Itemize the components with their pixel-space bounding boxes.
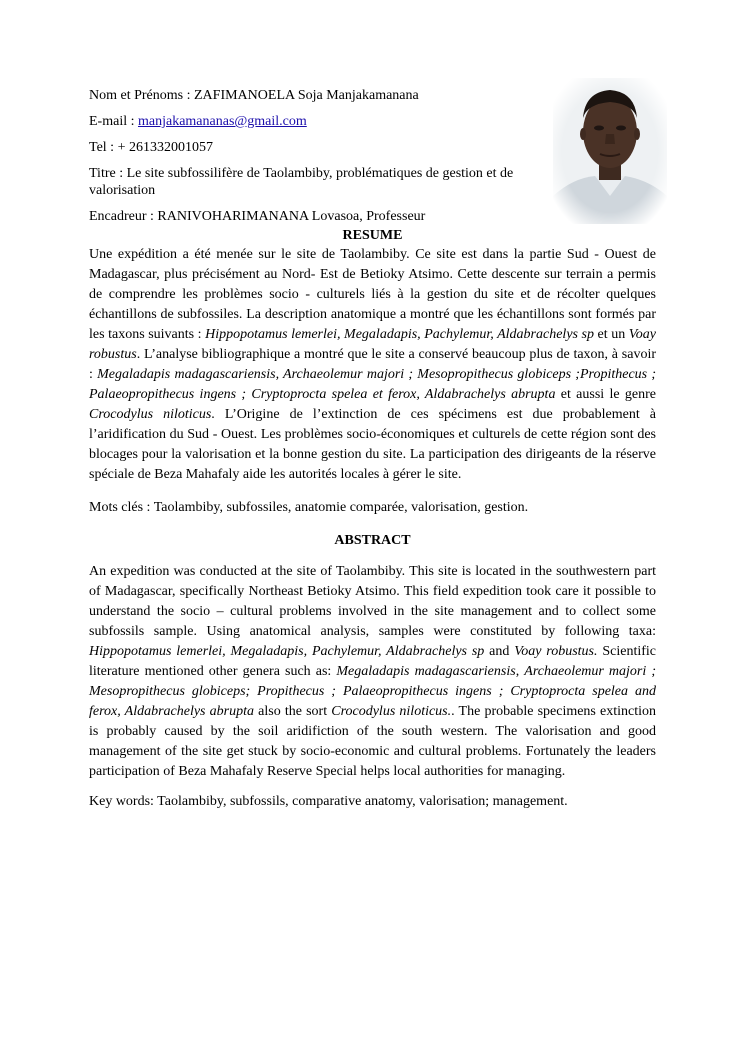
abstract-paragraph: An expedition was conducted at the site of Taolambiby. This site is located in the southwestern part of Madagascar, specifically Northeast Betioky Atsimo. This field expedition took care it possible to understand the socio – cultural problems involved in the site management and to collect some subfossils sample. Using anatomical analysis, samples were constituted by following taxa: Hippopotamus lemerlei, Megaladapis, Pachylemur, Aldabrachelys sp and Voay robustus. Scientific literature mentioned other genera such as: Megaladapis madagascariensis, Archaeolemur majori ; Mesopropithecus globiceps; Propithecus ; Palaeopropithecus ingens ; Cryptoprocta spelea and ferox, Aldabrachelys abrupta also the sort Crocodylus niloticus.. The probable specimens extinction is probably caused by the soil aridifiction of the south western. The valorisation and good management of the site get stuck by socio-economic and cultural problems. Fortunately the leaders participation of Beza Mahafaly Reserve Special helps local authorities for managing. [89,564,657,779]
resume-paragraph: Une expédition a été menée sur le site de Taolambiby. Ce site est dans la partie Sud - Ouest de Madagascar, plus précisément au Nord- Est de Betioky Atsimo. Cette descente sur terrain a permis de comprendre les problèmes socio - culturels liés à la gestion du site et de récolter quelques échantillons de subfossiles. La description anatomique a montré que les échantillons sont formés par les taxons suivants : Hippopotamus lemerlei, Megaladapis, Pachylemur, Aldabrachelys sp et un Voay robustus. L’analyse bibliographique a montré que le site a conservé beaucoup plus de taxon, à savoir : Megaladapis madagascariensis, Archaeolemur majori ; Mesopropithecus globiceps ;Propithecus ; Palaeopropithecus ingens ; Cryptoprocta spelea et ferox, Aldabrachelys abrupta et aussi le genre Crocodylus niloticus. L’Origine de l’extinction de ces spécimens est due probablement à l’aridification du Sud - Ouest. Les problèmes socio-économiques et culturels de cette région sont des blocages pour la valorisation et la bonne gestion du site. La participation des dirigeants de la réserve spéciale de Beza Mahafaly aide les autorités locales à gérer le site. [89,247,656,482]
author-name-line: Nom et Prénoms : ZAFIMANOELA Soja Manjakamanana [89,88,419,103]
resume-keywords: Mots clés : Taolambiby, subfossiles, anatomie comparée, valorisation, gestion. [89,500,529,515]
document-page [89,87,656,812]
abstract-heading: ABSTRACT [334,533,411,548]
supervisor-line: Encadreur : RANIVOHARIMANANA Lovasoa, Professeur [89,209,426,224]
abstract-keywords: Key words: Taolambiby, subfossils, comparative anatomy, valorisation; management. [89,794,568,809]
email-link[interactable]: manjakamananas@gmail.com [138,114,307,129]
thesis-title: Titre : Le site subfossilifère de Taolambiby, problématiques de gestion et de valorisation [89,166,514,198]
resume-heading: RESUME [342,228,403,243]
telephone-line: Tel : + 261332001057 [89,140,213,155]
email-line: E-mail : manjakamananas@gmail.com [89,114,307,129]
